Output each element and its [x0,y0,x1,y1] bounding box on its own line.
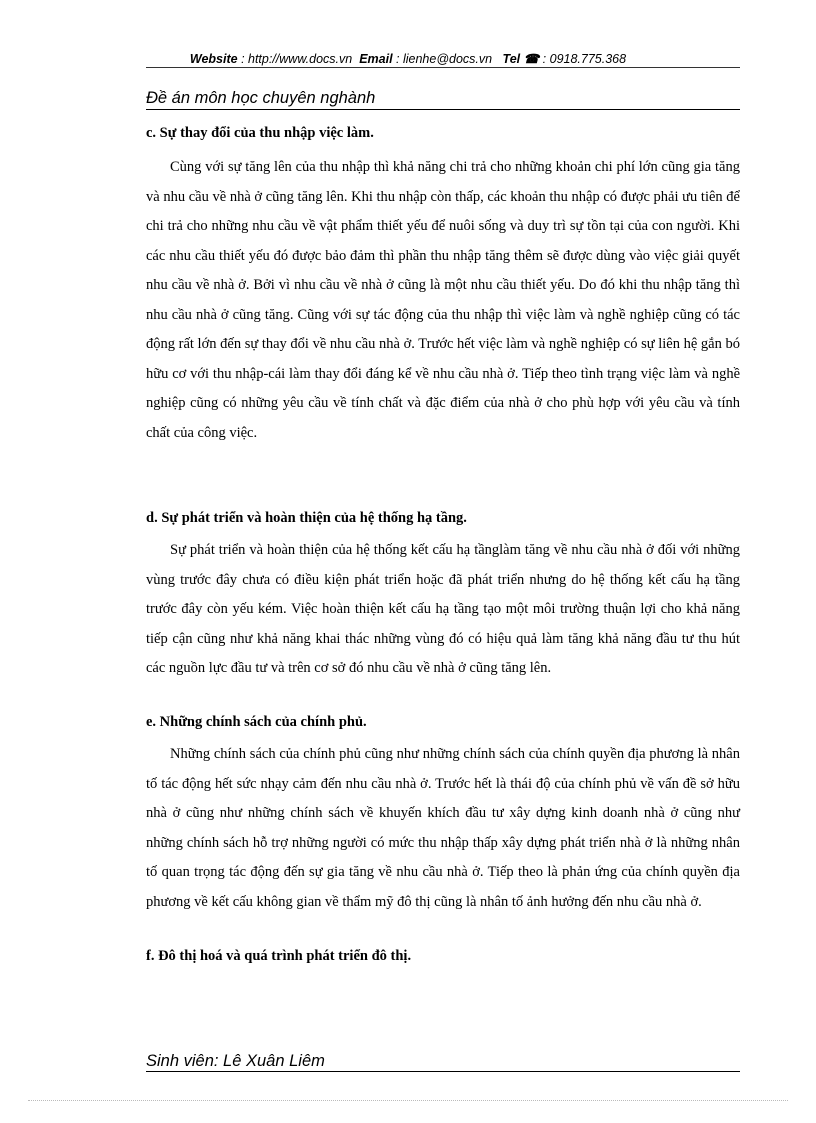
footer-divider [146,1071,740,1072]
section-f [146,946,740,966]
tel-label: Tel [502,52,521,66]
course-title: Đề án môn học chuyên nghành [146,89,376,107]
website-value: : http://www.docs.vn [237,52,353,66]
section-heading: e. Những chính sách của chính phủ. [146,714,367,730]
section-heading: d. Sự phát triển và hoàn thiện của hệ thống hạ tầng. [146,510,467,526]
section-body: Sự phát triển và hoàn thiện của hệ thống kết cấu hạ tầnglàm tăng về nhu cầu nhà ở đối với những vùng trước đây chưa có điều kiện phát triển hoặc đã phát triển nhưng do hệ thống kết cấu hạ tầng trước đây còn yếu kém. Việc hoàn thiện kết cấu hạ tầng tạo một môi trường thuận lợi cho khả năng tiếp cận cũng như khả năng khai thác những vùng đó có hiệu quả làm tăng khả năng đầu tư thu hút các nguồn lực đầu tư và trên cơ sở đó nhu cầu về nhà ở cũng tăng lên. [146,542,740,676]
email-label: Email [359,52,393,66]
page-edge [28,1100,788,1101]
section-e [146,712,740,917]
course-title-underline [146,109,740,110]
section-c [146,123,740,448]
section-d [146,508,740,684]
student-name: Sinh viên: Lê Xuân Liêm [146,1052,325,1070]
section-body: Những chính sách của chính phủ cũng như những chính sách của chính quyền địa phương là nhân tố tác động hết sức nhạy cảm đến nhu cầu nhà ở. Trước hết là thái độ của chính phủ về vấn đề sở hữu nhà ở cũng như những chính sách về khuyến khích đầu tư xây dựng kinh doanh nhà ở cũng như những chính sách hỗ trợ những người có mức thu nhập thấp xây dựng phát triển nhà ở là những nhân tố quan trọng tác động đến sự gia tăng về nhu cầu nhà ở. Tiếp theo là phản ứng của chính quyền địa phương về kết cấu không gian về thẩm mỹ đô thị cũng là nhân tố ảnh hưởng đến nhu cầu nhà ở. [146,746,740,910]
document-header [0,51,816,66]
tel-value: : 0918.775.368 [539,52,627,66]
section-heading: f. Đô thị hoá và quá trình phát triển đô thị. [146,948,412,964]
website-label: Website [189,52,238,66]
header-divider [146,67,740,68]
section-heading: c. Sự thay đổi của thu nhập việc làm. [146,125,374,141]
section-body: Cùng với sự tăng lên của thu nhập thì khả năng chi trả cho những khoản chi phí lớn cũng gia tăng và nhu cầu về nhà ở cũng tăng lên. Khi thu nhập còn thấp, các khoản thu nhập có được phải ưu tiên để chi trả cho những nhu cầu về vật phẩm thiết yếu để nuôi sống và duy trì sự tồn tại của con người. Khi các nhu cầu thiết yếu đó được bảo đảm thì phần thu nhập tăng thêm sẽ được dùng vào việc giải quyết nhu cầu về nhà ở. Bởi vì nhu cầu về nhà ở cũng là một nhu cầu thiết yếu. Do đó khi thu nhập tăng thì nhu cầu nhà ở cũng tăng. Cũng với sự tác động của thu nhập thì việc làm và nghề nghiệp cũng có tác động rất lớn đến sự thay đổi về nhu cầu nhà ở. Trước hết việc làm và nghề nghiệp có sự liên hệ gắn bó hữu cơ với thu nhập-cái làm thay đổi đáng kể về nhu cầu nhà ở. Tiếp theo tình trạng việc làm và nghề nghiệp cũng có những yêu cầu về tính chất và đặc điểm của nhà ở cho phù hợp với yêu cầu và tính chất của công việc. [146,159,740,441]
phone-icon: ☎ [523,52,540,66]
email-value: : lienhe@docs.vn [392,52,493,66]
